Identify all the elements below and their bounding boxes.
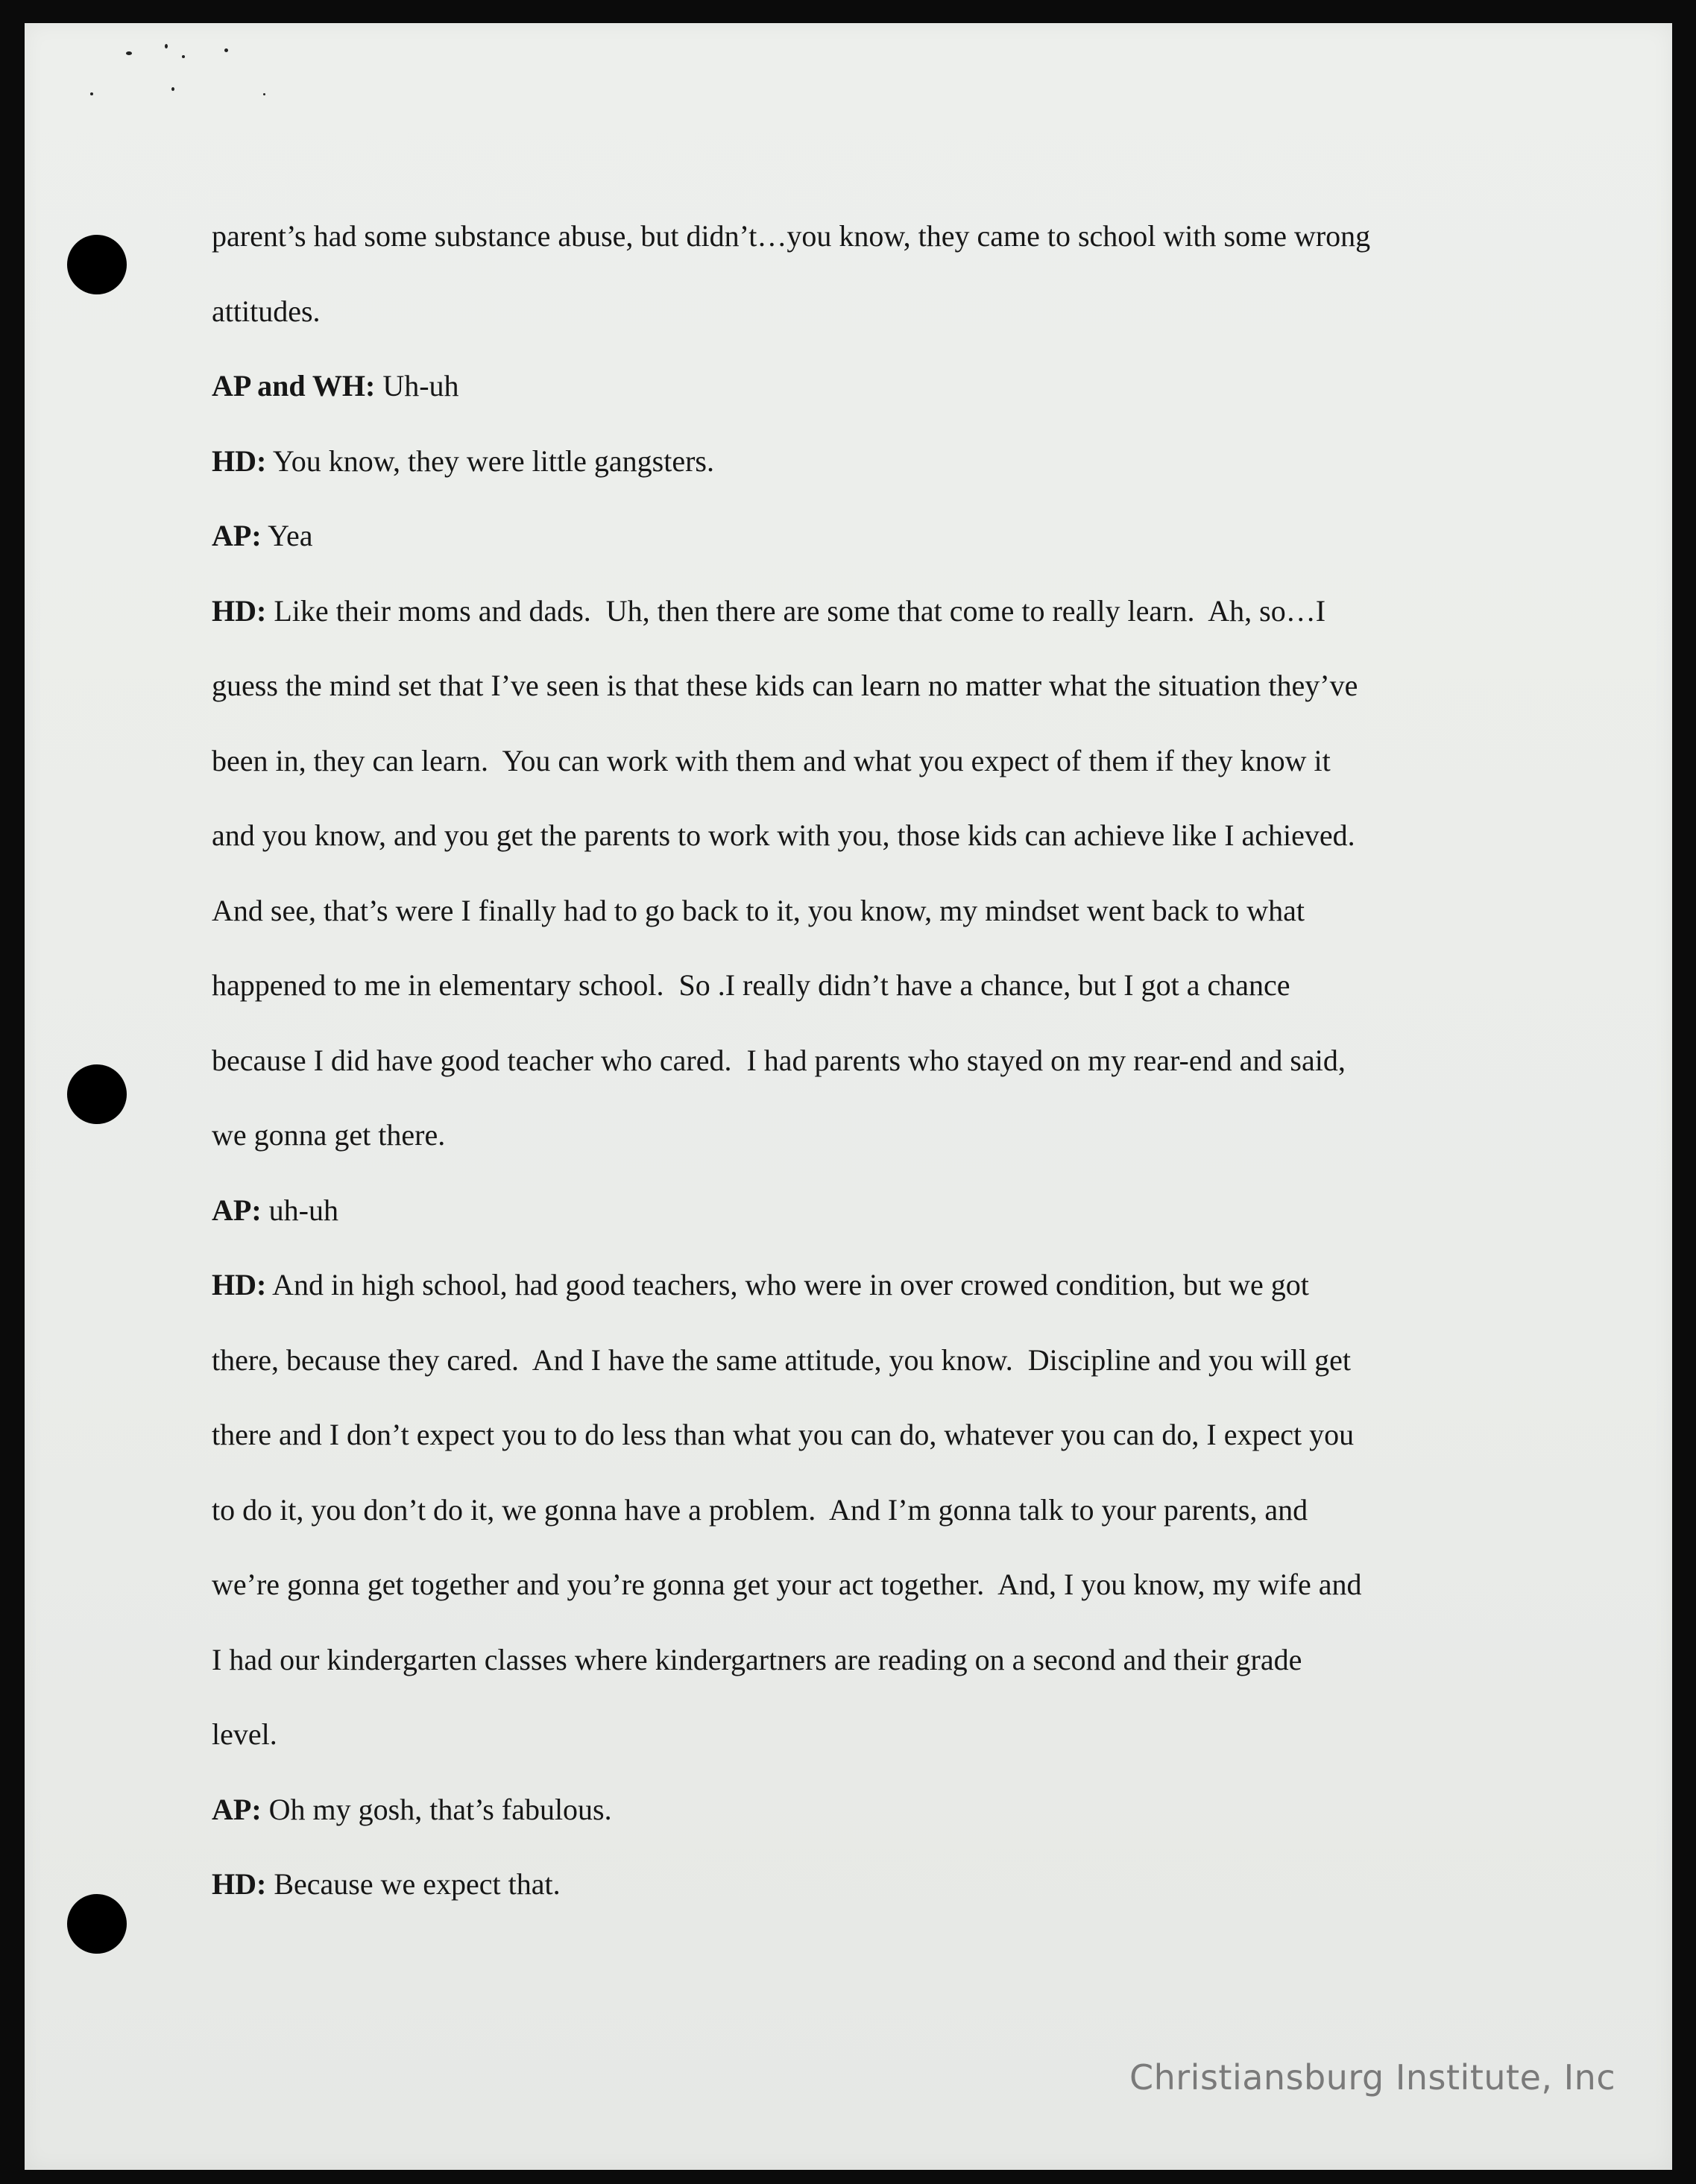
transcript-line [212,424,1501,499]
transcript-line [212,1248,1501,1323]
transcript-line [212,199,1501,274]
transcript-line [212,1173,1501,1249]
paper-speck [182,55,185,58]
transcript-line [212,948,1501,1023]
paper-speck [263,93,265,95]
transcript-line [212,1547,1501,1623]
paper-speck [126,51,132,55]
transcript-line [212,574,1501,649]
speaker-label: AP and WH: [212,369,376,403]
line-text: uh-uh [261,1193,338,1227]
watermark: Christiansburg Institute, Inc [1129,2057,1616,2098]
transcript-line [212,499,1501,574]
speaker-label: HD: [212,593,267,628]
line-text: there, because they cared. And I have the same attitude, you know. Discipline and you will get [212,1342,1352,1377]
speaker-label: AP: [212,519,262,552]
line-text: to do it, you don’t do it, we gonna have a problem. And I’m gonna talk to your parents, and [212,1492,1308,1527]
transcript-line [212,1098,1501,1173]
speaker-label: HD: [212,1867,267,1901]
transcript-line [212,1323,1501,1398]
transcript-line [212,1398,1501,1473]
speaker-label: HD: [212,444,267,478]
transcript-body [212,199,1501,1922]
line-text: You know, they were little gangsters. [266,444,714,478]
transcript-line [212,1023,1501,1099]
line-text: there and I don’t expect you to do less than what you can do, whatever you can do, I expect you [212,1418,1355,1451]
punch-hole-bottom [67,1894,127,1954]
line-text: and you know, and you get the parents to work with you, those kids can achieve like I achieved. [212,818,1355,852]
transcript-line [212,724,1501,799]
punch-hole-top [67,235,127,294]
line-text: Oh my gosh, that’s fabulous. [261,1792,612,1826]
punch-hole-middle [67,1064,127,1124]
paper-speck [90,92,93,95]
transcript-line [212,1773,1501,1848]
speaker-label: AP: [212,1193,262,1227]
speaker-label: HD: [212,1268,267,1301]
line-text: guess the mind set that I’ve seen is that these kids can learn no matter what the situation they’ve [212,669,1358,702]
line-text: parent’s had some substance abuse, but didn’t…you know, they came to school with some wrong [212,219,1371,253]
transcript-line [212,1847,1501,1922]
line-text: And in high school, had good teachers, who were in over crowed condition, but we got [266,1268,1309,1301]
transcript-line [212,274,1501,350]
transcript-line [212,648,1501,724]
transcript-line [212,798,1501,874]
line-text: Because we expect that. [266,1867,561,1901]
line-text: been in, they can learn. You can work with them and what you expect of them if they know it [212,743,1331,777]
line-text: And see, that’s were I finally had to go back to it, you know, my mindset went back to what [212,893,1305,927]
transcript-line [212,349,1501,424]
line-text: we’re gonna get together and you’re gonna get your act together. And, I you know, my wife and [212,1568,1362,1601]
transcript-line [212,1697,1501,1773]
transcript-line [212,1623,1501,1698]
line-text: Yea [261,519,313,552]
line-text: Like their moms and dads. Uh, then there are some that come to really learn. Ah, so…I [266,593,1326,628]
line-text: Uh-uh [375,369,459,403]
paper-speck [165,44,168,48]
paper-speck [224,48,228,52]
transcript-line [212,874,1501,949]
paper-speck [171,87,174,91]
speaker-label: AP: [212,1792,262,1826]
transcript-line [212,1473,1501,1548]
line-text: I had our kindergarten classes where kindergartners are reading on a second and their grade [212,1642,1302,1676]
line-text: we gonna get there. [212,1118,446,1152]
line-text: level. [212,1717,277,1751]
line-text: because I did have good teacher who cared. I had parents who stayed on my rear-end and said, [212,1043,1346,1077]
line-text: attitudes. [212,294,321,328]
line-text: happened to me in elementary school. So .I really didn’t have a chance, but I got a chance [212,968,1290,1002]
